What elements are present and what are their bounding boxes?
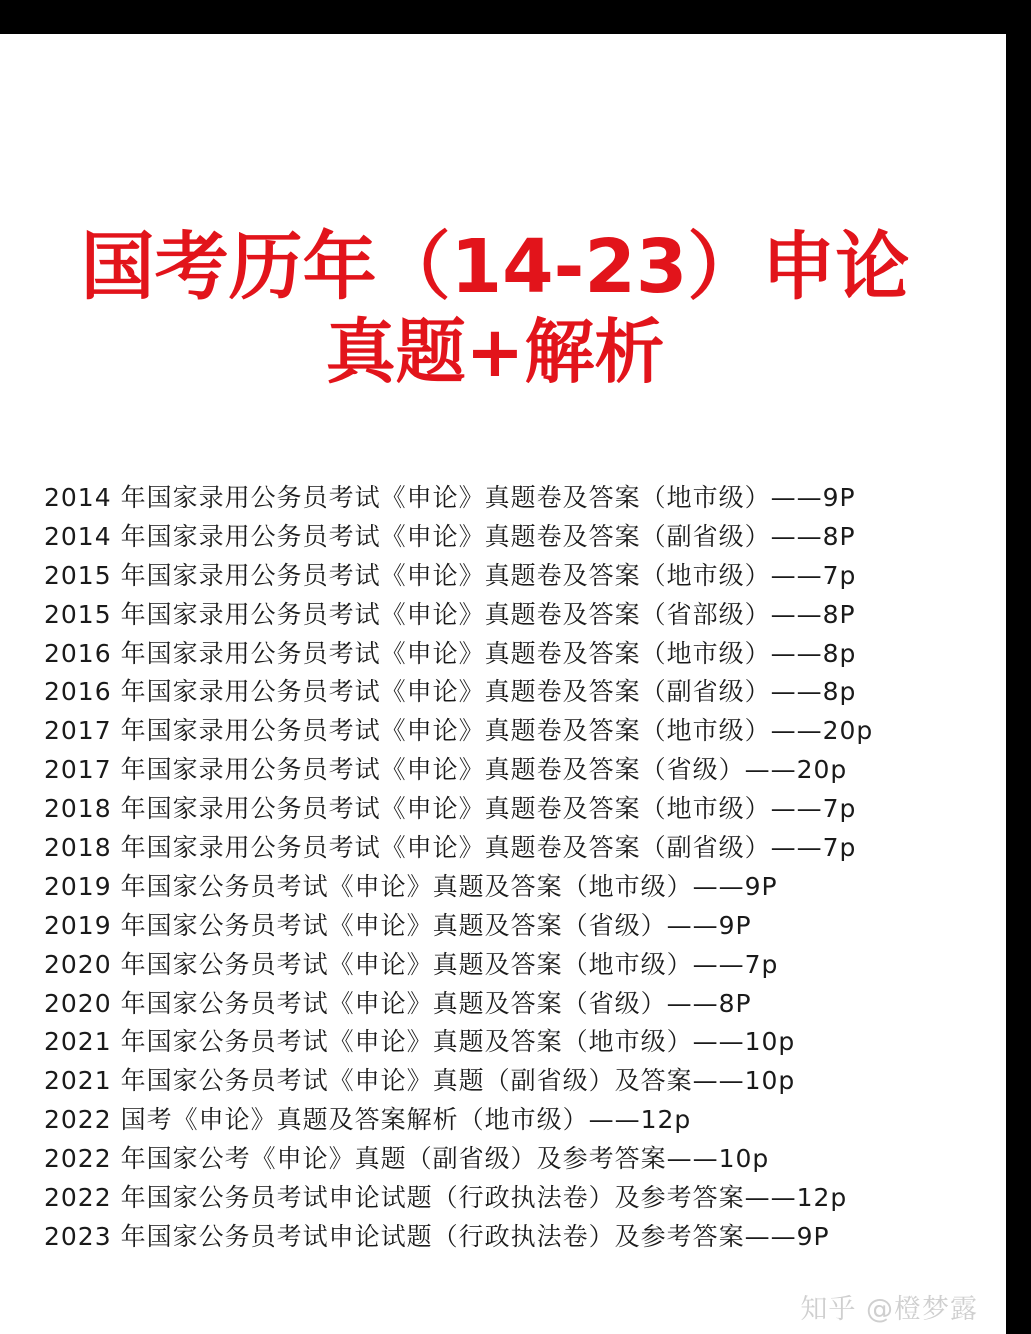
zhihu-watermark: 知乎 @橙梦露 bbox=[800, 1294, 978, 1325]
list-item: 2022 年国家公务员考试申论试题（行政执法卷）及参考答案——12p bbox=[44, 1183, 848, 1213]
right-black-strip bbox=[1006, 34, 1031, 1334]
list-item: 2020 年国家公务员考试《申论》真题及答案（地市级）——7p bbox=[44, 949, 779, 979]
list-item: 2017 年国家录用公务员考试《申论》真题卷及答案（地市级）——20p bbox=[44, 716, 874, 746]
list-item: 2018 年国家录用公务员考试《申论》真题卷及答案（副省级）——7p bbox=[44, 833, 857, 863]
list-item: 2016 年国家录用公务员考试《申论》真题卷及答案（地市级）——8p bbox=[44, 638, 857, 668]
exam-list bbox=[44, 479, 1004, 1257]
list-item: 2023 年国家公务员考试申论试题（行政执法卷）及参考答案——9P bbox=[44, 1221, 830, 1251]
list-item: 2019 年国家公务员考试《申论》真题及答案（省级）——9P bbox=[44, 910, 752, 940]
list-item: 2020 年国家公务员考试《申论》真题及答案（省级）——8P bbox=[44, 988, 752, 1018]
list-item: 2015 年国家录用公务员考试《申论》真题卷及答案（省部级）——8P bbox=[44, 599, 856, 629]
list-item: 2021 年国家公务员考试《申论》真题（副省级）及答案——10p bbox=[44, 1066, 796, 1096]
top-black-bar bbox=[0, 0, 1031, 34]
document-page bbox=[0, 34, 1006, 1334]
list-item: 2016 年国家录用公务员考试《申论》真题卷及答案（副省级）——8p bbox=[44, 677, 857, 707]
list-item: 2017 年国家录用公务员考试《申论》真题卷及答案（省级）——20p bbox=[44, 755, 848, 785]
title-line-1: 国考历年（14-23）申论 bbox=[80, 224, 910, 310]
list-item: 2018 年国家录用公务员考试《申论》真题卷及答案（地市级）——7p bbox=[44, 794, 857, 824]
list-item: 2019 年国家公务员考试《申论》真题及答案（地市级）——9P bbox=[44, 871, 778, 901]
list-item: 2022 年国家公考《申论》真题（副省级）及参考答案——10p bbox=[44, 1144, 770, 1174]
list-item: 2021 年国家公务员考试《申论》真题及答案（地市级）——10p bbox=[44, 1027, 796, 1057]
list-item: 2015 年国家录用公务员考试《申论》真题卷及答案（地市级）——7p bbox=[44, 560, 857, 590]
list-item: 2022 国考《申论》真题及答案解析（地市级）——12p bbox=[44, 1105, 692, 1135]
list-item: 2014 年国家录用公务员考试《申论》真题卷及答案（副省级）——8P bbox=[44, 521, 856, 551]
list-item: 2014 年国家录用公务员考试《申论》真题卷及答案（地市级）——9P bbox=[44, 483, 856, 512]
page-title bbox=[0, 224, 990, 394]
title-line-2: 真题+解析 bbox=[325, 311, 665, 394]
